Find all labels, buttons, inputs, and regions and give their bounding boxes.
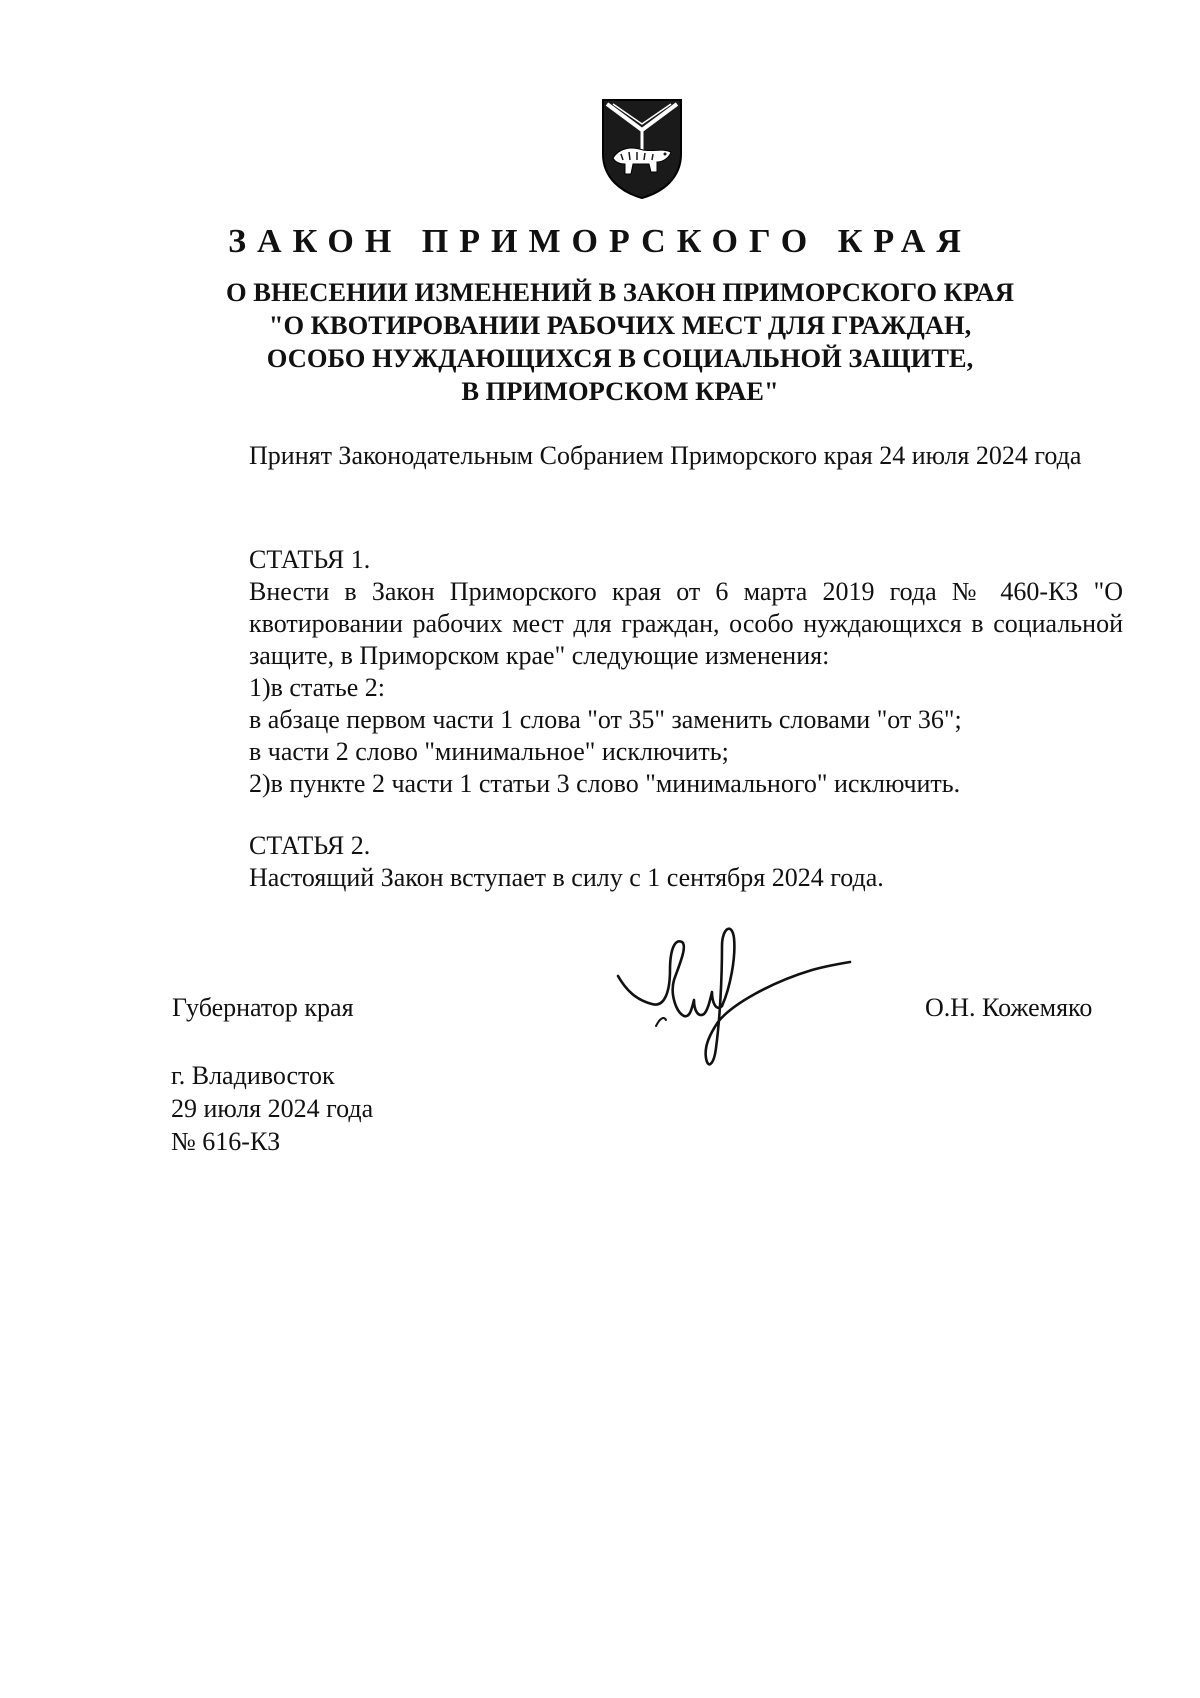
adoption-note: Принят Законодательным Собранием Приморского края 24 июля 2024 года [249, 441, 1082, 470]
list-item: в части 2 слово "минимальное" исключить; [249, 737, 729, 766]
law-footer [171, 1059, 373, 1158]
article-1 [177, 544, 1123, 800]
subject-line: ОСОБО НУЖДАЮЩИХСЯ В СОЦИАЛЬНОЙ ЗАЩИТЕ, [266, 343, 974, 373]
list-item: 2)в пункте 2 части 1 статьи 3 слово "минимального" исключить. [249, 769, 961, 798]
law-subject [160, 276, 1080, 408]
list-item: 1)в статье 2: [249, 673, 386, 702]
article-1-intro: Внести в Закон Приморского края от 6 марта 2019 года № 460-КЗ "О квотировании рабочих мест для граждан, особо нуждающихся в социальной защите, в Приморском крае" следующие изменения: [249, 577, 1123, 670]
coat-of-arms-icon [599, 96, 685, 200]
subject-line: В ПРИМОРСКОМ КРАЕ" [461, 376, 779, 406]
article-2-heading: СТАТЬЯ 2. [249, 831, 371, 860]
article-2-text: Настоящий Закон вступает в силу с 1 сентября 2024 года. [249, 863, 884, 892]
law-title: ЗАКОН ПРИМОРСКОГО КРАЯ [228, 223, 972, 260]
subject-line: О ВНЕСЕНИИ ИЗМЕНЕНИЙ В ЗАКОН ПРИМОРСКОГО КРАЯ [226, 277, 1014, 307]
list-item: в абзаце первом части 1 слова "от 35" заменить словами "от 36"; [249, 705, 962, 734]
signatory-title: Губернатор края [172, 993, 354, 1022]
law-number: № 616-КЗ [171, 1127, 281, 1156]
signing-date: 29 июля 2024 года [171, 1094, 374, 1123]
article-2 [177, 830, 1123, 894]
article-1-heading: СТАТЬЯ 1. [249, 545, 371, 574]
signatory-name: О.Н. Кожемяко [925, 993, 1093, 1022]
subject-line: "О КВОТИРОВАНИИ РАБОЧИХ МЕСТ ДЛЯ ГРАЖДАН, [268, 310, 972, 340]
signing-place: г. Владивосток [171, 1061, 335, 1090]
signature-mark [612, 918, 862, 1078]
